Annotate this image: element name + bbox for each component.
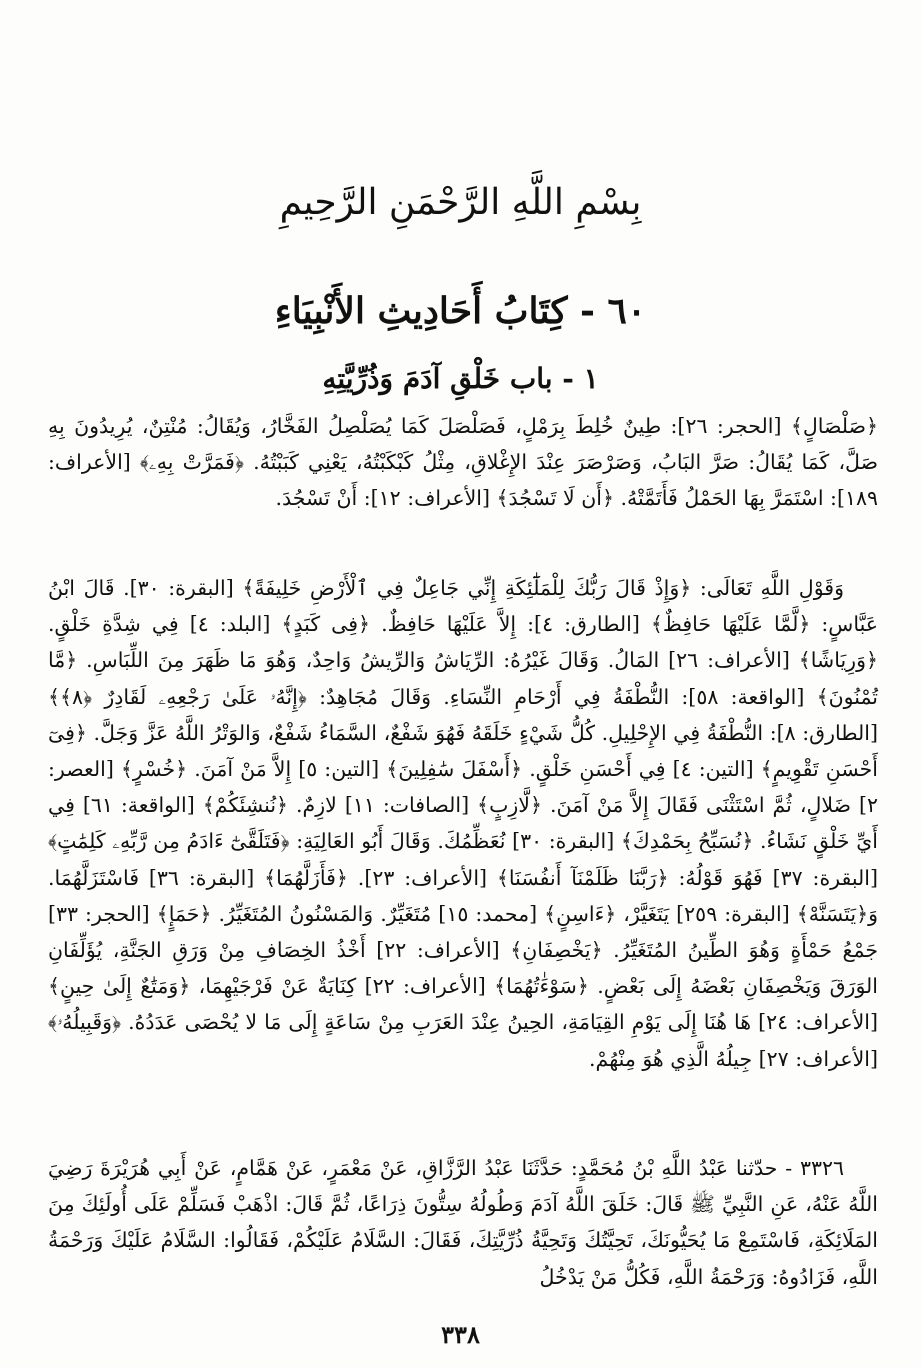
quran-commentary-paragraph: وَقَوْلِ اللَّهِ تَعَالَى: ﴿وَإِذْ قَالَ رَبُّكَ لِلْمَلَٰٓئِكَةِ إِنِّي جَاعِلٌ فِي ٱلْأَرْضِ خَلِيفَةً﴾ [البقرة: ٣٠]. قَالَ ابْنُ عَبَّاسٍ: ﴿لَّمَّا عَلَيْهَا حَافِظٌ﴾ [الطارق: ٤]: إِلاَّ عَلَيْهَا حَافِظٌ. ﴿فِى كَبَدٍ﴾ [البلد: ٤] فِي شِدَّةِ خَلْقٍ. ﴿وَرِيَاشًا﴾ [الأعراف: ٢٦] المَالُ. وَقَالَ غَيْرُهُ: الرِّيَاشُ وَالرِّيشُ وَاحِدٌ، وَهُوَ مَا ظَهَرَ مِنَ اللِّبَاسِ. ﴿مَّا تُمْنُونَ﴾ [الواقعة: ٥٨]: النُّطْفَةُ فِي أَرْحَامِ النِّسَاءِ. وَقَالَ مُجَاهِدٌ: ﴿إِنَّهُۥ عَلَىٰ رَجْعِهِۦ لَقَادِرٌ ﴿٨﴾﴾ [الطارق: ٨]: النُّطْفَةُ فِي الإِحْلِيلِ. كُلُّ شَيْءٍ خَلَقَهُ فَهُوَ شَفْعٌ، السَّمَاءُ شَفْعٌ، وَالوَتْرُ اللَّهُ عَزَّ وَجَلَّ. ﴿فِىٓ أَحْسَنِ تَقْوِيمٍ﴾ [التين: ٤] فِي أَحْسَنِ خَلْقٍ. ﴿أَسْفَلَ سَٰفِلِينَ﴾ [التين: ٥] إِلاَّ مَنْ آمَنَ. ﴿خُسْرٍ﴾ [العصر: ٢] ضَلالٍ، ثُمَّ اسْتَثْنَى فَقَالَ إِلاَّ مَنْ آمَنَ. ﴿لَّازِبٍ﴾ [الصافات: ١١] لازِمٌ. ﴿نُنشِئَكُمْ﴾ [الواقعة: ٦١] فِي أَيِّ خَلْقٍ نَشَاءُ. ﴿نُسَبِّحُ بِحَمْدِكَ﴾ [البقرة: ٣٠] نُعَظِّمُكَ. وَقَالَ أَبُو العَالِيَةِ: ﴿فَتَلَقَّىٰٓ ءَادَمُ مِن رَّبِّهِۦ كَلِمَٰتٍ﴾ [البقرة: ٣٧] فَهُوَ قَوْلُهُ: ﴿رَبَّنَا ظَلَمْنَآ أَنفُسَنَا﴾ [الأعراف: ٢٣]. ﴿فَأَزَلَّهُمَا﴾ [البقرة: ٣٦] فَاسْتَزَلَّهُمَا. وَ﴿يَتَسَنَّهْ﴾ [البقرة: ٢٥٩] يَتَغَيَّرْ، ﴿ءَاسِنٍ﴾ [محمد: ١٥] مُتَغَيِّرٌ. وَالمَسْنُونُ المُتَغَيِّرُ. ﴿حَمَإٍ﴾ [الحجر: ٣٣] جَمْعُ حَمْأَةٍ وَهُوَ الطِّينُ المُتَغَيِّرُ. ﴿يَخْصِفَانِ﴾ [الأعراف: ٢٢] أَخْذُ الخِصَافِ مِنْ وَرَقِ الجَنَّةِ، يُؤَلِّفَانِ الوَرَقَ وَيَخْصِفَانِ بَعْضَهُ إِلَى بَعْضٍ. ﴿سَوْءَٰتُهُمَا﴾ [الأعراف: ٢٢] كِنَايَةٌ عَنْ فَرْجَيْهِمَا، ﴿وَمَتَٰعٌ إِلَىٰ حِينٍ﴾ [الأعراف: ٢٤] هَا هُنَا إِلَى يَوْمِ القِيَامَةِ، الحِينُ عِنْدَ العَرَبِ مِنْ سَاعَةٍ إِلَى مَا لا يُحْصَى عَدَدُهُ. ﴿وَقَبِيلُهُۥ﴾ [الأعراف: ٢٧] جِيلُهُ الَّذِي هُوَ مِنْهُمْ. — [48, 576, 878, 1071]
hadith-paragraph: ٣٣٢٦ - حدّثنا عَبْدُ اللَّهِ بْنُ مُحَمَّدٍ: حَدَّثَنَا عَبْدُ الرَّزَّاقِ، عَنْ مَعْمَرٍ، عَنْ هَمَّامٍ، عَنْ أَبِي هُرَيْرَةَ رَضِيَ اللَّهُ عَنْهُ، عَنِ النَّبِيِّ ﷺ قَالَ: خَلَقَ اللَّهُ آدَمَ وَطُولُهُ سِتُّونَ ذِرَاعًا، ثُمَّ قَالَ: اذْهَبْ فَسَلِّمْ عَلَى أُولَئِكَ مِنَ المَلَائِكَةِ، فَاسْتَمِعْ مَا يُحَيُّونَكَ، تَحِيَّتُكَ وَتَحِيَّةُ ذُرِّيَّتِكَ، فَقَالَ: السَّلَامُ عَلَيْكُمْ، فَقَالُوا: السَّلَامُ عَلَيْكَ وَرَحْمَةُ اللَّهِ، فَزَادُوهُ: وَرَحْمَةُ اللَّهِ، فَكُلُّ مَنْ يَدْخُلُ — [48, 1156, 878, 1289]
basmala-heading: بِسْمِ اللَّهِ الرَّحْمَنِ الرَّحِيمِ — [279, 182, 642, 223]
chapter-title: ١ - باب خَلْقِ آدَمَ وَذُرِّيَّتِهِ — [322, 362, 599, 395]
page-number: ٣٣٨ — [441, 1320, 480, 1349]
commentary-paragraph: ﴿صَلْصَالٍ﴾ [الحجر: ٢٦]: طِينٌ خُلِطَ بِرَمْلٍ، فَصَلْصَلَ كَمَا يُصَلْصِلُ الفَخَّارُ، وَيُقَالُ: مُنْتِنٌ، يُرِيدُونَ بِهِ صَلَّ، كَمَا يُقَالُ: صَرَّ البَابُ، وَصَرْصَرَ عِنْدَ الإِغْلاقِ، مِثْلُ كَبْكَبْتُهُ، يَعْنِي كَبَبْتُهُ. ﴿فَمَرَّتْ بِهِۦ﴾ [الأعراف: ١٨٩]: اسْتَمَرَّ بِهَا الحَمْلُ فَأَتَمَّتْهُ. ﴿أَن لَا تَسْجُدَ﴾ [الأعراف: ١٢]: أَنْ تَسْجُدَ. — [48, 414, 878, 511]
book-title: ٦٠ - كِتَابُ أَحَادِيثِ الأَنْبِيَاءِ — [274, 290, 647, 332]
